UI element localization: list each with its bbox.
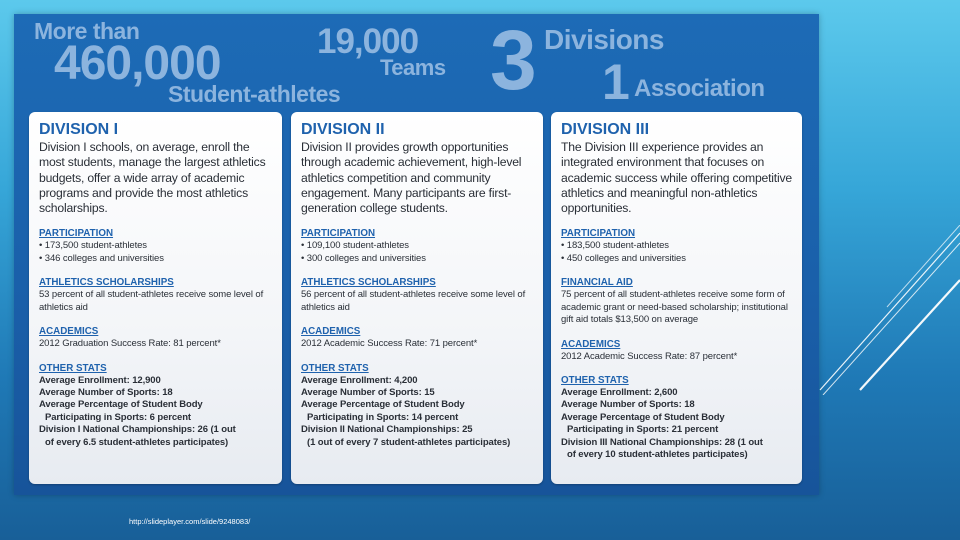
hero-association-label: Association bbox=[634, 75, 765, 102]
division-title: DIVISION III bbox=[561, 121, 650, 138]
hero-athletes-label: Student-athletes bbox=[168, 81, 341, 107]
participation-item: • 173,500 student-athletes bbox=[39, 240, 273, 252]
stat-line: Division II National Championships: 25 bbox=[301, 424, 473, 436]
participation-item: • 300 colleges and universities bbox=[301, 253, 534, 265]
other-stats-list bbox=[301, 375, 534, 449]
division-intro: Division I schools, on average, enroll the most students, manage the largest athletics budgets, offer a wide array of academic programs and provide the most athletics scholarships. bbox=[39, 140, 266, 216]
participation-item: • 109,100 student-athletes bbox=[301, 240, 534, 252]
academics-heading: ACADEMICS bbox=[39, 326, 99, 338]
financial-aid-heading: FINANCIAL AID bbox=[561, 277, 633, 289]
stat-line: Average Number of Sports: 15 bbox=[301, 386, 435, 398]
hero-association-number: 1 bbox=[602, 54, 630, 110]
stat-line: Average Number of Sports: 18 bbox=[561, 399, 695, 411]
participation-heading: PARTICIPATION bbox=[561, 228, 636, 240]
scholarships-body: 56 percent of all student-athletes receive some level of athletics aid bbox=[301, 289, 526, 313]
participation-item: • 183,500 student-athletes bbox=[561, 240, 793, 252]
stat-line: Average Percentage of Student Body bbox=[561, 411, 725, 423]
stat-line: of every 6.5 student-athletes participates) bbox=[45, 436, 229, 448]
participation-item: • 346 colleges and universities bbox=[39, 253, 273, 265]
participation-heading: PARTICIPATION bbox=[301, 228, 376, 240]
other-stats-heading: OTHER STATS bbox=[301, 362, 369, 374]
participation-heading: PARTICIPATION bbox=[39, 228, 114, 240]
other-stats-list bbox=[561, 387, 793, 461]
stat-line: Participating in Sports: 21 percent bbox=[567, 424, 719, 436]
stat-line: Participating in Sports: 14 percent bbox=[307, 411, 459, 423]
academics-body: 2012 Academic Success Rate: 71 percent* bbox=[301, 338, 478, 350]
academics-heading: ACADEMICS bbox=[301, 326, 361, 338]
academics-body: 2012 Graduation Success Rate: 81 percent* bbox=[39, 338, 221, 350]
stat-line: Division III National Championships: 28 (1 out bbox=[561, 436, 763, 448]
stat-line: Average Number of Sports: 18 bbox=[39, 386, 173, 398]
hero-teams-number: 19,000 bbox=[317, 22, 419, 61]
stat-line: Average Enrollment: 2,600 bbox=[561, 386, 678, 398]
stat-line: Average Percentage of Student Body bbox=[301, 399, 465, 411]
stat-line: Division I National Championships: 26 (1 out bbox=[39, 424, 236, 436]
hero-more-than: More than bbox=[34, 18, 140, 44]
hero-divisions-label: Divisions bbox=[544, 24, 664, 55]
source-link: http://slideplayer.com/slide/9248083/ bbox=[129, 517, 251, 526]
scholarships-body: 53 percent of all student-athletes receive some level of athletics aid bbox=[39, 289, 264, 313]
ncaa-infographic bbox=[14, 14, 819, 495]
hero-teams-label: Teams bbox=[380, 55, 446, 80]
other-stats-heading: OTHER STATS bbox=[561, 374, 629, 386]
other-stats-list bbox=[39, 375, 273, 449]
academics-heading: ACADEMICS bbox=[561, 338, 621, 350]
division-title: DIVISION I bbox=[39, 121, 119, 138]
division-3-card bbox=[551, 112, 802, 484]
stat-line: Average Enrollment: 12,900 bbox=[39, 374, 161, 386]
division-1-card bbox=[29, 112, 282, 484]
stat-line: Average Percentage of Student Body bbox=[39, 399, 203, 411]
participation-list bbox=[561, 240, 793, 265]
decorative-lines bbox=[815, 225, 960, 395]
participation-item: • 450 colleges and universities bbox=[561, 253, 793, 265]
academics-body: 2012 Academic Success Rate: 87 percent* bbox=[561, 350, 738, 362]
stat-line: (1 out of every 7 student-athletes participates) bbox=[307, 436, 511, 448]
stat-line: Participating in Sports: 6 percent bbox=[45, 411, 191, 423]
hero-divisions-number: 3 bbox=[490, 13, 537, 107]
other-stats-heading: OTHER STATS bbox=[39, 362, 107, 374]
participation-list bbox=[39, 240, 273, 265]
hero-athletes-number: 460,000 bbox=[54, 37, 221, 90]
stat-line: Average Enrollment: 4,200 bbox=[301, 374, 418, 386]
scholarships-heading: ATHLETICS SCHOLARSHIPS bbox=[39, 277, 174, 289]
financial-aid-body: 75 percent of all student-athletes receive some form of academic grant or need-based scholarship; institutional gift aid totals $13,500 on average bbox=[561, 289, 788, 326]
division-2-card bbox=[291, 112, 543, 484]
stat-line: of every 10 student-athletes participates) bbox=[567, 448, 748, 460]
division-intro: The Division III experience provides an integrated environment that focuses on academic success while offering competitive athletics and meaningful non-athletics opportunities. bbox=[561, 140, 792, 216]
hero-stats bbox=[14, 14, 819, 114]
participation-list bbox=[301, 240, 534, 265]
division-intro: Division II provides growth opportunities through academic achievement, high-level athletics competition and community engagement. Many participants are first-generation college students. bbox=[301, 140, 522, 216]
division-title: DIVISION II bbox=[301, 121, 385, 138]
scholarships-heading: ATHLETICS SCHOLARSHIPS bbox=[301, 277, 436, 289]
